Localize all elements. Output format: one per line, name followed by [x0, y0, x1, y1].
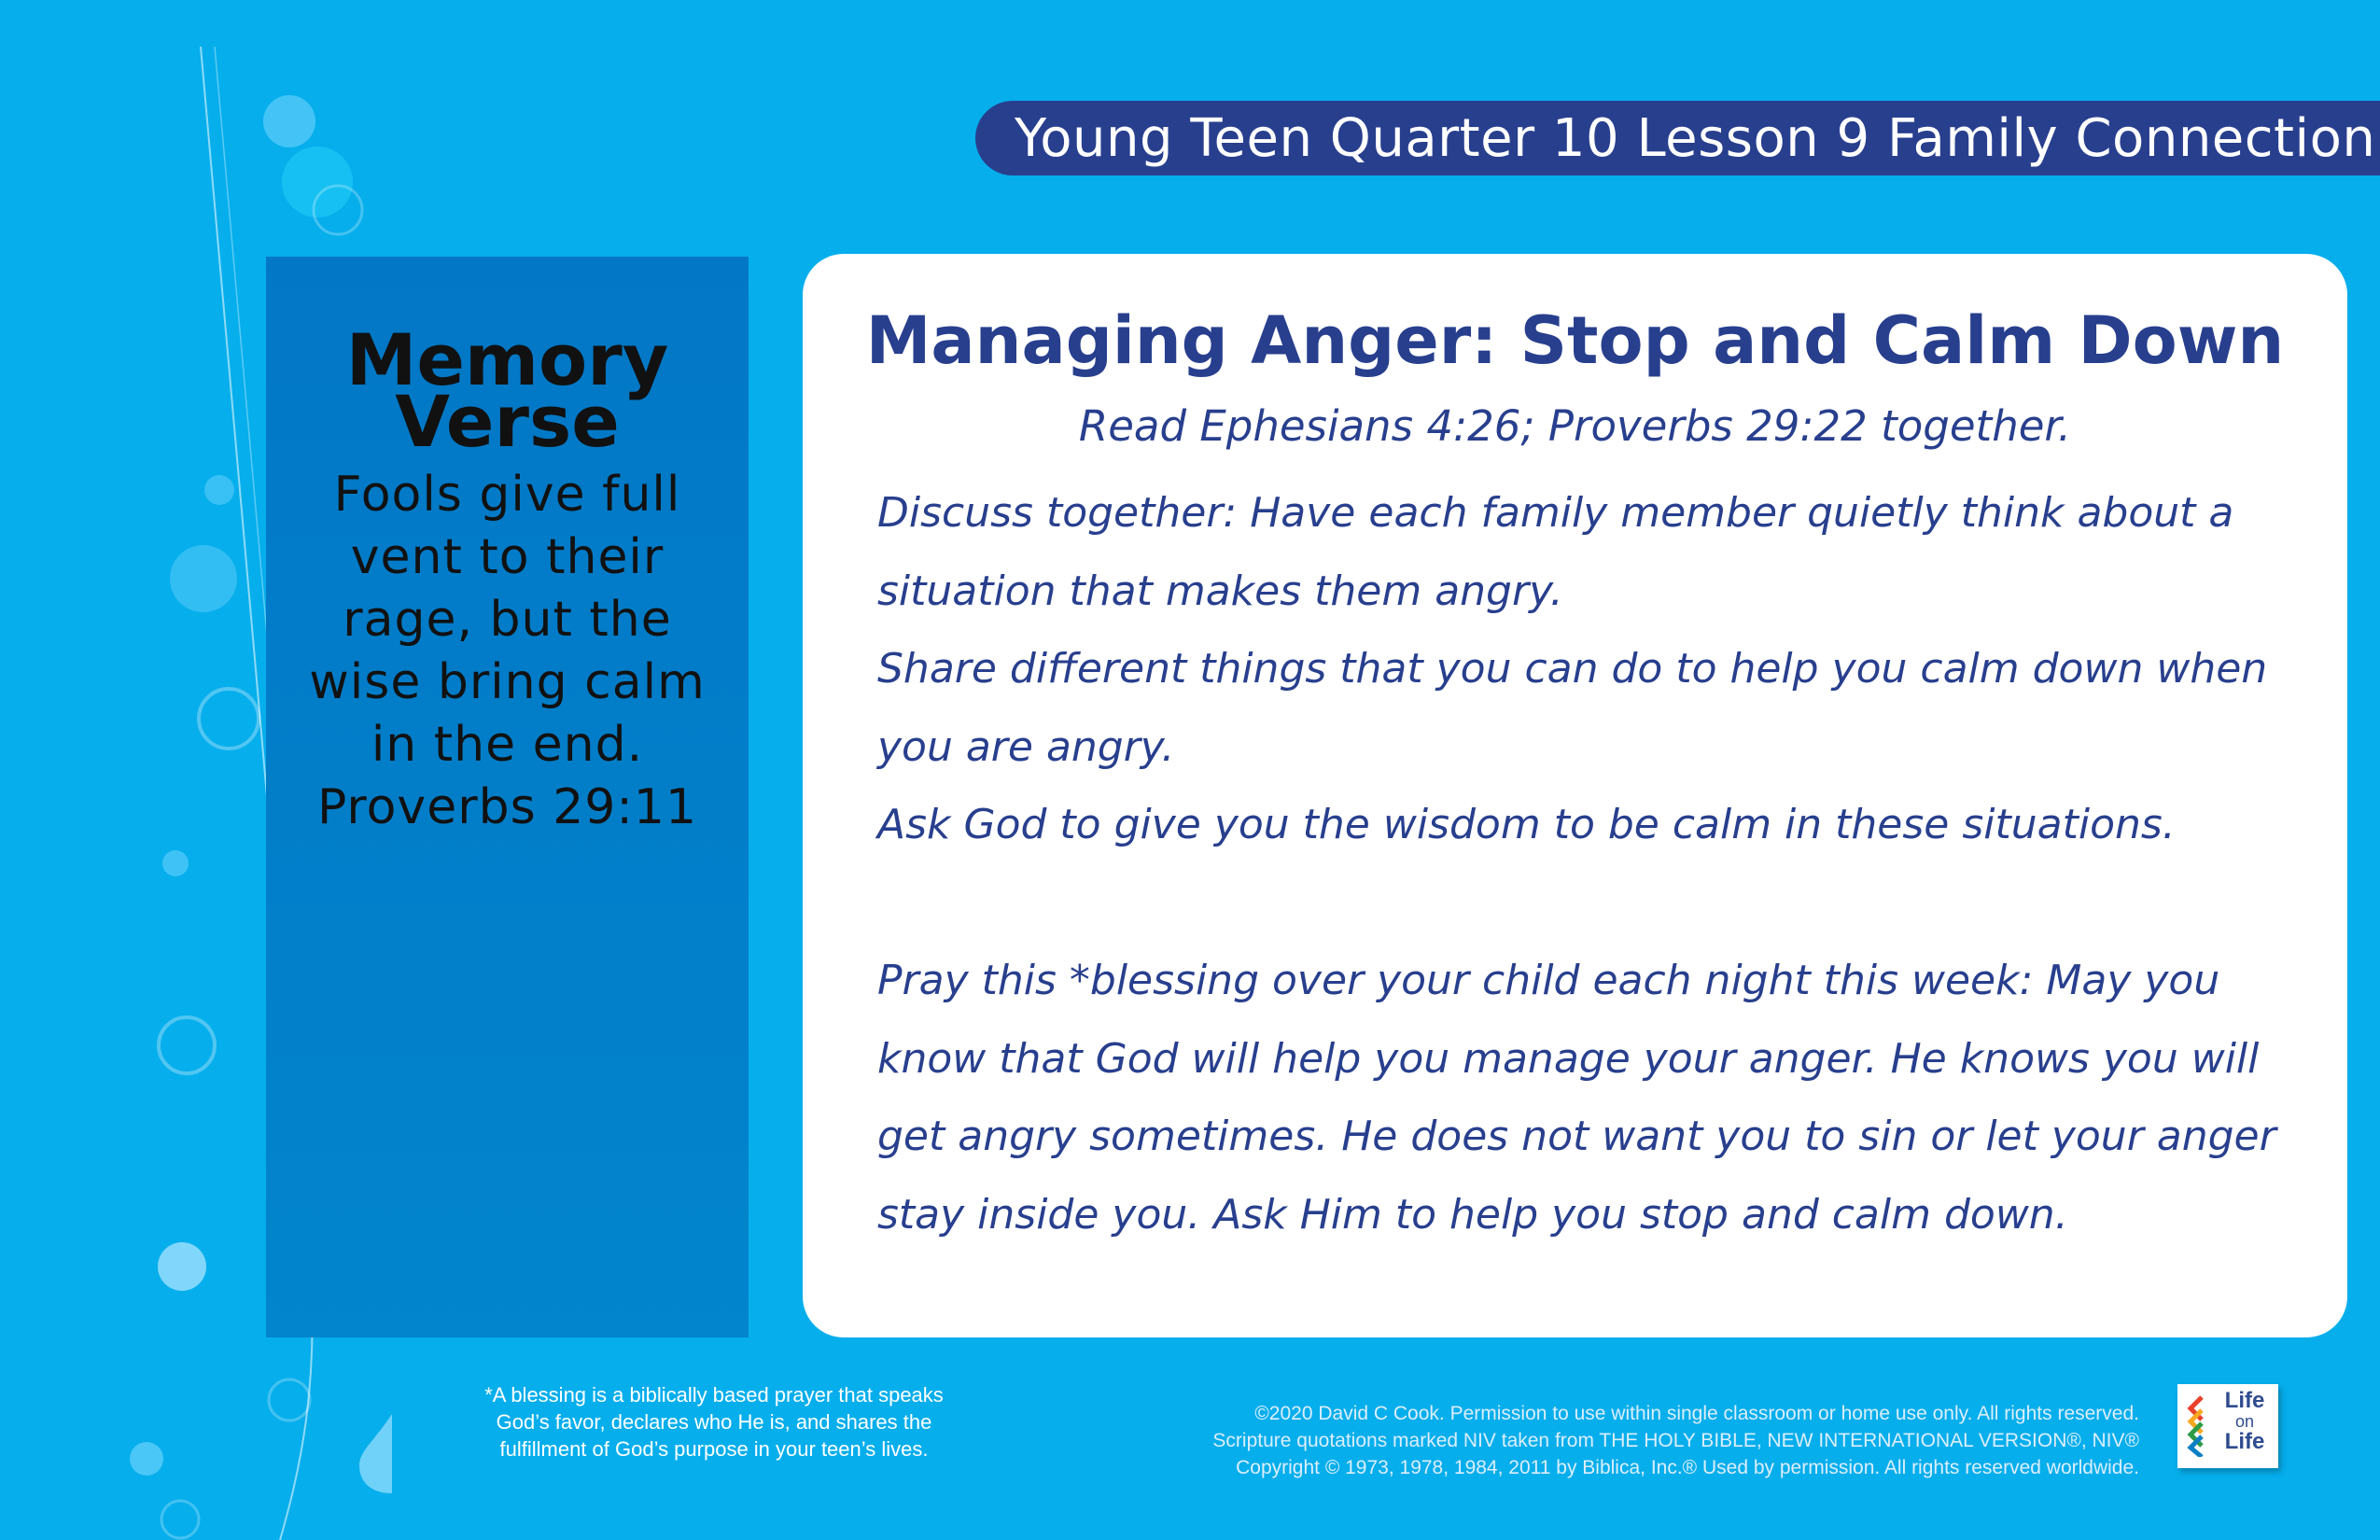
logo-mark-icon — [2185, 1395, 2207, 1457]
memory-verse-line: rage, but the — [343, 592, 672, 648]
lesson-title: Managing Anger: Stop and Calm Down — [865, 302, 2285, 379]
memory-verse-heading-line: Verse — [395, 380, 620, 463]
memory-verse-line: in the end. — [371, 717, 644, 773]
memory-verse-reference: Proverbs 29:11 — [316, 779, 698, 835]
memory-verse-line: vent to their — [350, 529, 665, 585]
copyright-line: Scripture quotations marked NIV taken from THE HOLY BIBLE, NEW INTERNATIONAL VERSION®, NIV® — [1212, 1430, 2139, 1451]
page-title: Young Teen Quarter 10 Lesson 9 Family Connection — [1015, 107, 2376, 169]
paragraph-spacer — [877, 864, 2305, 943]
memory-verse-panel — [266, 257, 749, 1337]
copyright-line: Copyright © 1973, 1978, 1984, 2011 by Biblica, Inc.® Used by permission. All rights reserved worldwide. — [1236, 1457, 2139, 1478]
memory-verse-line: wise bring calm — [309, 654, 706, 710]
copyright-line: ©2020 David C Cook. Permission to use within single classroom or home use only. All rights reserved. — [1254, 1403, 2139, 1424]
blessing-footnote — [462, 1381, 966, 1463]
blessing-paragraph: Pray this *blessing over your child each night this week: May you know that God will help you manage your anger. He knows you will get angry sometimes. He does not want you to sin or let your anger stay inside you. Ask Him to help you stop and calm down. — [877, 957, 2276, 1239]
logo-wordmark — [2215, 1390, 2275, 1453]
memory-verse-line: Fools give full — [333, 467, 681, 523]
logo-word: Life — [2224, 1429, 2265, 1454]
lesson-subtitle: Read Ephesians 4:26; Proverbs 29:22 together. — [1078, 401, 2072, 451]
footnote-line: *A blessing is a biblically based prayer that speaks — [484, 1383, 944, 1407]
footnote-line: God’s favor, declares who He is, and shares the — [496, 1410, 932, 1434]
ask-paragraph: Ask God to give you the wisdom to be calm in these situations. — [877, 801, 2176, 848]
memory-verse-heading-line: Memory — [345, 318, 669, 401]
share-paragraph: Share different things that you can do to help you calm down when you are angry. — [877, 645, 2268, 771]
logo-word: on — [2234, 1412, 2255, 1431]
footnote-line: fulfillment of God’s purpose in your teen’s lives. — [499, 1437, 929, 1461]
discuss-paragraph: Discuss together: Have each family member quietly think about a situation that makes them angry. — [877, 489, 2234, 615]
lesson-body — [877, 474, 2305, 1253]
lesson-card — [803, 254, 2347, 1337]
life-on-life-logo — [2177, 1384, 2278, 1468]
logo-word: Life — [2224, 1388, 2265, 1413]
copyright-notice — [1027, 1400, 2139, 1481]
memory-verse-heading — [266, 318, 749, 463]
memory-verse-text — [266, 464, 749, 839]
header-bar — [975, 101, 2380, 175]
